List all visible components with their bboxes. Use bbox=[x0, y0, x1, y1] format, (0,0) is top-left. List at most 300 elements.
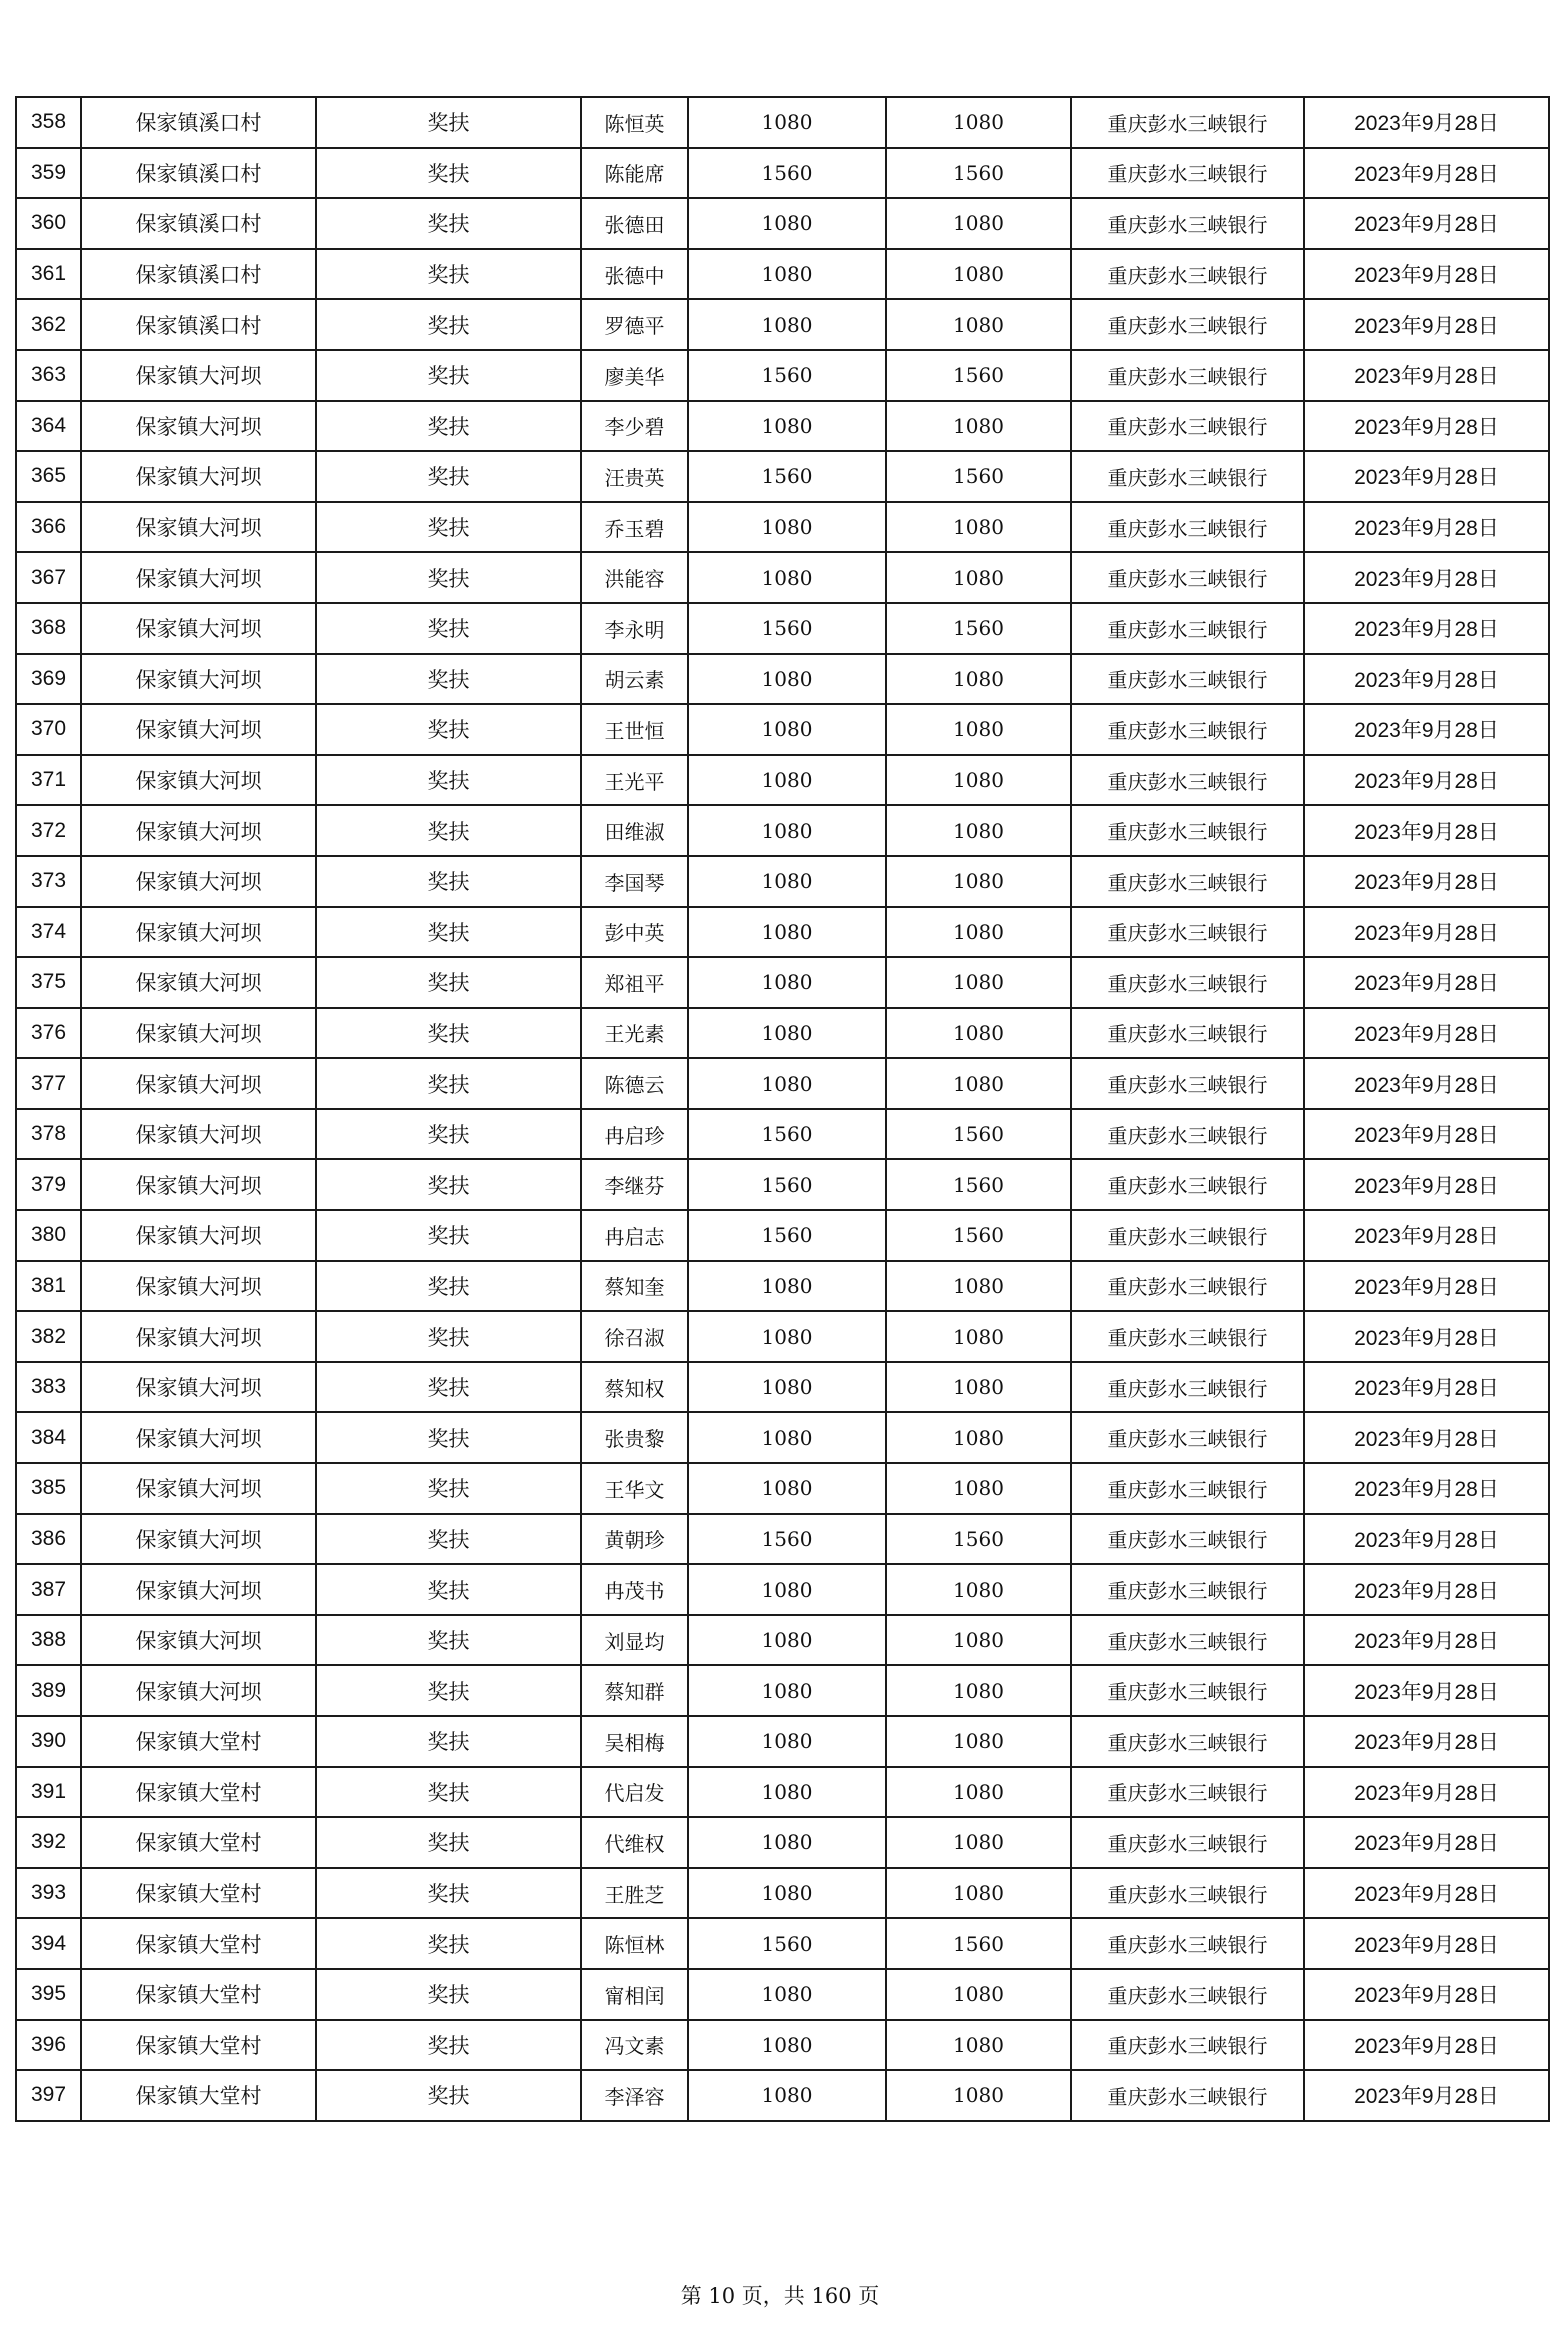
category-cell: 奖扶 bbox=[316, 2020, 581, 2071]
row-number-cell: 389 bbox=[16, 1665, 81, 1716]
bank-cell: 重庆彭水三峡银行 bbox=[1071, 1615, 1304, 1666]
bank-cell: 重庆彭水三峡银行 bbox=[1071, 957, 1304, 1008]
village-cell: 保家镇大河坝 bbox=[81, 1514, 316, 1565]
village-cell: 保家镇大河坝 bbox=[81, 451, 316, 502]
amount-cell: 1080 bbox=[688, 1564, 886, 1615]
village-cell: 保家镇大河坝 bbox=[81, 1008, 316, 1059]
table-row bbox=[16, 1463, 1549, 1514]
date-cell: 2023年9月28日 bbox=[1304, 97, 1549, 148]
row-number-cell: 370 bbox=[16, 704, 81, 755]
date-cell: 2023年9月28日 bbox=[1304, 755, 1549, 806]
date-cell: 2023年9月28日 bbox=[1304, 1261, 1549, 1312]
paid-amount-cell: 1080 bbox=[886, 755, 1071, 806]
category-cell: 奖扶 bbox=[316, 654, 581, 705]
category-cell: 奖扶 bbox=[316, 502, 581, 553]
paid-amount-cell: 1080 bbox=[886, 1412, 1071, 1463]
category-cell: 奖扶 bbox=[316, 1615, 581, 1666]
table-row bbox=[16, 97, 1549, 148]
bank-cell: 重庆彭水三峡银行 bbox=[1071, 552, 1304, 603]
bank-cell: 重庆彭水三峡银行 bbox=[1071, 603, 1304, 654]
amount-cell: 1080 bbox=[688, 907, 886, 958]
row-number-cell: 388 bbox=[16, 1615, 81, 1666]
row-number-cell: 378 bbox=[16, 1109, 81, 1160]
amount-cell: 1080 bbox=[688, 1767, 886, 1818]
category-cell: 奖扶 bbox=[316, 552, 581, 603]
amount-cell: 1080 bbox=[688, 1817, 886, 1868]
row-number-cell: 377 bbox=[16, 1058, 81, 1109]
category-cell: 奖扶 bbox=[316, 856, 581, 907]
name-cell: 田维淑 bbox=[581, 805, 688, 856]
bank-cell: 重庆彭水三峡银行 bbox=[1071, 198, 1304, 249]
bank-cell: 重庆彭水三峡银行 bbox=[1071, 704, 1304, 755]
table-row bbox=[16, 350, 1549, 401]
bank-cell: 重庆彭水三峡银行 bbox=[1071, 1716, 1304, 1767]
row-number-cell: 386 bbox=[16, 1514, 81, 1565]
table-row bbox=[16, 1918, 1549, 1969]
name-cell: 代启发 bbox=[581, 1767, 688, 1818]
amount-cell: 1080 bbox=[688, 755, 886, 806]
amount-cell: 1080 bbox=[688, 957, 886, 1008]
amount-cell: 1080 bbox=[688, 552, 886, 603]
paid-amount-cell: 1560 bbox=[886, 350, 1071, 401]
bank-cell: 重庆彭水三峡银行 bbox=[1071, 1767, 1304, 1818]
bank-cell: 重庆彭水三峡银行 bbox=[1071, 1109, 1304, 1160]
row-number-cell: 369 bbox=[16, 654, 81, 705]
paid-amount-cell: 1080 bbox=[886, 299, 1071, 350]
village-cell: 保家镇大河坝 bbox=[81, 1261, 316, 1312]
bank-cell: 重庆彭水三峡银行 bbox=[1071, 1261, 1304, 1312]
village-cell: 保家镇大河坝 bbox=[81, 704, 316, 755]
name-cell: 陈能席 bbox=[581, 148, 688, 199]
row-number-cell: 375 bbox=[16, 957, 81, 1008]
paid-amount-cell: 1080 bbox=[886, 1868, 1071, 1919]
category-cell: 奖扶 bbox=[316, 2070, 581, 2121]
date-cell: 2023年9月28日 bbox=[1304, 299, 1549, 350]
category-cell: 奖扶 bbox=[316, 1665, 581, 1716]
category-cell: 奖扶 bbox=[316, 1514, 581, 1565]
paid-amount-cell: 1080 bbox=[886, 1058, 1071, 1109]
village-cell: 保家镇大河坝 bbox=[81, 907, 316, 958]
village-cell: 保家镇溪口村 bbox=[81, 249, 316, 300]
paid-amount-cell: 1080 bbox=[886, 2070, 1071, 2121]
table-row bbox=[16, 1261, 1549, 1312]
table-row bbox=[16, 755, 1549, 806]
table-row bbox=[16, 2020, 1549, 2071]
amount-cell: 1080 bbox=[688, 1969, 886, 2020]
date-cell: 2023年9月28日 bbox=[1304, 957, 1549, 1008]
date-cell: 2023年9月28日 bbox=[1304, 805, 1549, 856]
table-row bbox=[16, 1564, 1549, 1615]
bank-cell: 重庆彭水三峡银行 bbox=[1071, 805, 1304, 856]
amount-cell: 1080 bbox=[688, 1311, 886, 1362]
amount-cell: 1080 bbox=[688, 1615, 886, 1666]
table-row bbox=[16, 249, 1549, 300]
name-cell: 蔡知群 bbox=[581, 1665, 688, 1716]
row-number-cell: 371 bbox=[16, 755, 81, 806]
date-cell: 2023年9月28日 bbox=[1304, 856, 1549, 907]
row-number-cell: 358 bbox=[16, 97, 81, 148]
table-row bbox=[16, 1109, 1549, 1160]
name-cell: 乔玉碧 bbox=[581, 502, 688, 553]
amount-cell: 1080 bbox=[688, 2020, 886, 2071]
table-row bbox=[16, 1514, 1549, 1565]
name-cell: 王世恒 bbox=[581, 704, 688, 755]
village-cell: 保家镇大河坝 bbox=[81, 1159, 316, 1210]
date-cell: 2023年9月28日 bbox=[1304, 1918, 1549, 1969]
bank-cell: 重庆彭水三峡银行 bbox=[1071, 249, 1304, 300]
date-cell: 2023年9月28日 bbox=[1304, 1058, 1549, 1109]
village-cell: 保家镇大河坝 bbox=[81, 401, 316, 452]
bank-cell: 重庆彭水三峡银行 bbox=[1071, 1564, 1304, 1615]
amount-cell: 1080 bbox=[688, 1058, 886, 1109]
row-number-cell: 396 bbox=[16, 2020, 81, 2071]
name-cell: 冉启志 bbox=[581, 1210, 688, 1261]
bank-cell: 重庆彭水三峡银行 bbox=[1071, 1362, 1304, 1413]
row-number-cell: 397 bbox=[16, 2070, 81, 2121]
date-cell: 2023年9月28日 bbox=[1304, 603, 1549, 654]
date-cell: 2023年9月28日 bbox=[1304, 148, 1549, 199]
date-cell: 2023年9月28日 bbox=[1304, 1362, 1549, 1413]
village-cell: 保家镇溪口村 bbox=[81, 198, 316, 249]
table-row bbox=[16, 907, 1549, 958]
name-cell: 彭中英 bbox=[581, 907, 688, 958]
bank-cell: 重庆彭水三峡银行 bbox=[1071, 2070, 1304, 2121]
paid-amount-cell: 1080 bbox=[886, 97, 1071, 148]
name-cell: 李少碧 bbox=[581, 401, 688, 452]
village-cell: 保家镇大河坝 bbox=[81, 957, 316, 1008]
name-cell: 王胜芝 bbox=[581, 1868, 688, 1919]
name-cell: 王光平 bbox=[581, 755, 688, 806]
village-cell: 保家镇大河坝 bbox=[81, 552, 316, 603]
amount-cell: 1560 bbox=[688, 1918, 886, 1969]
paid-amount-cell: 1080 bbox=[886, 1463, 1071, 1514]
village-cell: 保家镇大河坝 bbox=[81, 1665, 316, 1716]
name-cell: 冉茂书 bbox=[581, 1564, 688, 1615]
amount-cell: 1080 bbox=[688, 2070, 886, 2121]
subsidy-table bbox=[15, 96, 1550, 2122]
paid-amount-cell: 1560 bbox=[886, 1514, 1071, 1565]
bank-cell: 重庆彭水三峡银行 bbox=[1071, 1463, 1304, 1514]
paid-amount-cell: 1560 bbox=[886, 451, 1071, 502]
village-cell: 保家镇溪口村 bbox=[81, 299, 316, 350]
bank-cell: 重庆彭水三峡银行 bbox=[1071, 1817, 1304, 1868]
row-number-cell: 387 bbox=[16, 1564, 81, 1615]
amount-cell: 1080 bbox=[688, 704, 886, 755]
category-cell: 奖扶 bbox=[316, 704, 581, 755]
amount-cell: 1080 bbox=[688, 401, 886, 452]
table-row bbox=[16, 1969, 1549, 2020]
category-cell: 奖扶 bbox=[316, 1159, 581, 1210]
table-row bbox=[16, 654, 1549, 705]
category-cell: 奖扶 bbox=[316, 1008, 581, 1059]
date-cell: 2023年9月28日 bbox=[1304, 1767, 1549, 1818]
table-row bbox=[16, 1210, 1549, 1261]
name-cell: 罗德平 bbox=[581, 299, 688, 350]
bank-cell: 重庆彭水三峡银行 bbox=[1071, 502, 1304, 553]
category-cell: 奖扶 bbox=[316, 1817, 581, 1868]
table-row bbox=[16, 502, 1549, 553]
name-cell: 冉启珍 bbox=[581, 1109, 688, 1160]
date-cell: 2023年9月28日 bbox=[1304, 350, 1549, 401]
date-cell: 2023年9月28日 bbox=[1304, 198, 1549, 249]
village-cell: 保家镇大河坝 bbox=[81, 603, 316, 654]
paid-amount-cell: 1080 bbox=[886, 198, 1071, 249]
name-cell: 洪能容 bbox=[581, 552, 688, 603]
table-row bbox=[16, 1868, 1549, 1919]
row-number-cell: 367 bbox=[16, 552, 81, 603]
category-cell: 奖扶 bbox=[316, 1969, 581, 2020]
amount-cell: 1080 bbox=[688, 97, 886, 148]
amount-cell: 1080 bbox=[688, 1868, 886, 1919]
amount-cell: 1080 bbox=[688, 1008, 886, 1059]
date-cell: 2023年9月28日 bbox=[1304, 451, 1549, 502]
category-cell: 奖扶 bbox=[316, 1362, 581, 1413]
village-cell: 保家镇大河坝 bbox=[81, 350, 316, 401]
category-cell: 奖扶 bbox=[316, 1311, 581, 1362]
name-cell: 陈恒英 bbox=[581, 97, 688, 148]
table-body bbox=[16, 97, 1549, 2121]
paid-amount-cell: 1080 bbox=[886, 1564, 1071, 1615]
amount-cell: 1560 bbox=[688, 603, 886, 654]
bank-cell: 重庆彭水三峡银行 bbox=[1071, 451, 1304, 502]
category-cell: 奖扶 bbox=[316, 1564, 581, 1615]
table-row bbox=[16, 603, 1549, 654]
paid-amount-cell: 1080 bbox=[886, 1665, 1071, 1716]
category-cell: 奖扶 bbox=[316, 1109, 581, 1160]
village-cell: 保家镇大堂村 bbox=[81, 1969, 316, 2020]
name-cell: 廖美华 bbox=[581, 350, 688, 401]
table-row bbox=[16, 704, 1549, 755]
amount-cell: 1080 bbox=[688, 299, 886, 350]
bank-cell: 重庆彭水三峡银行 bbox=[1071, 907, 1304, 958]
category-cell: 奖扶 bbox=[316, 1716, 581, 1767]
village-cell: 保家镇大河坝 bbox=[81, 502, 316, 553]
category-cell: 奖扶 bbox=[316, 1412, 581, 1463]
row-number-cell: 392 bbox=[16, 1817, 81, 1868]
row-number-cell: 391 bbox=[16, 1767, 81, 1818]
amount-cell: 1080 bbox=[688, 1261, 886, 1312]
paid-amount-cell: 1560 bbox=[886, 1159, 1071, 1210]
bank-cell: 重庆彭水三峡银行 bbox=[1071, 1868, 1304, 1919]
name-cell: 冯文素 bbox=[581, 2020, 688, 2071]
village-cell: 保家镇大堂村 bbox=[81, 1868, 316, 1919]
name-cell: 蔡知奎 bbox=[581, 1261, 688, 1312]
name-cell: 李泽容 bbox=[581, 2070, 688, 2121]
paid-amount-cell: 1080 bbox=[886, 1261, 1071, 1312]
bank-cell: 重庆彭水三峡银行 bbox=[1071, 1311, 1304, 1362]
category-cell: 奖扶 bbox=[316, 1868, 581, 1919]
date-cell: 2023年9月28日 bbox=[1304, 2020, 1549, 2071]
category-cell: 奖扶 bbox=[316, 401, 581, 452]
bank-cell: 重庆彭水三峡银行 bbox=[1071, 401, 1304, 452]
paid-amount-cell: 1080 bbox=[886, 1767, 1071, 1818]
bank-cell: 重庆彭水三峡银行 bbox=[1071, 1058, 1304, 1109]
amount-cell: 1080 bbox=[688, 249, 886, 300]
village-cell: 保家镇大河坝 bbox=[81, 805, 316, 856]
bank-cell: 重庆彭水三峡银行 bbox=[1071, 856, 1304, 907]
table-row bbox=[16, 1767, 1549, 1818]
bank-cell: 重庆彭水三峡银行 bbox=[1071, 2020, 1304, 2071]
village-cell: 保家镇大河坝 bbox=[81, 1412, 316, 1463]
table-row bbox=[16, 552, 1549, 603]
amount-cell: 1560 bbox=[688, 1159, 886, 1210]
name-cell: 张贵黎 bbox=[581, 1412, 688, 1463]
name-cell: 胡云素 bbox=[581, 654, 688, 705]
village-cell: 保家镇大河坝 bbox=[81, 755, 316, 806]
date-cell: 2023年9月28日 bbox=[1304, 1463, 1549, 1514]
bank-cell: 重庆彭水三峡银行 bbox=[1071, 1665, 1304, 1716]
amount-cell: 1560 bbox=[688, 1210, 886, 1261]
village-cell: 保家镇大河坝 bbox=[81, 1615, 316, 1666]
village-cell: 保家镇大河坝 bbox=[81, 1058, 316, 1109]
category-cell: 奖扶 bbox=[316, 957, 581, 1008]
paid-amount-cell: 1560 bbox=[886, 1210, 1071, 1261]
paid-amount-cell: 1080 bbox=[886, 654, 1071, 705]
paid-amount-cell: 1560 bbox=[886, 603, 1071, 654]
village-cell: 保家镇大堂村 bbox=[81, 2020, 316, 2071]
category-cell: 奖扶 bbox=[316, 451, 581, 502]
date-cell: 2023年9月28日 bbox=[1304, 1665, 1549, 1716]
village-cell: 保家镇大河坝 bbox=[81, 1210, 316, 1261]
bank-cell: 重庆彭水三峡银行 bbox=[1071, 1918, 1304, 1969]
table-row bbox=[16, 1159, 1549, 1210]
table-row bbox=[16, 148, 1549, 199]
paid-amount-cell: 1080 bbox=[886, 1969, 1071, 2020]
village-cell: 保家镇溪口村 bbox=[81, 148, 316, 199]
category-cell: 奖扶 bbox=[316, 299, 581, 350]
paid-amount-cell: 1560 bbox=[886, 148, 1071, 199]
table-row bbox=[16, 1716, 1549, 1767]
table-row bbox=[16, 1058, 1549, 1109]
category-cell: 奖扶 bbox=[316, 350, 581, 401]
row-number-cell: 363 bbox=[16, 350, 81, 401]
category-cell: 奖扶 bbox=[316, 198, 581, 249]
paid-amount-cell: 1080 bbox=[886, 1311, 1071, 1362]
row-number-cell: 360 bbox=[16, 198, 81, 249]
row-number-cell: 361 bbox=[16, 249, 81, 300]
name-cell: 张德中 bbox=[581, 249, 688, 300]
name-cell: 张德田 bbox=[581, 198, 688, 249]
date-cell: 2023年9月28日 bbox=[1304, 502, 1549, 553]
amount-cell: 1560 bbox=[688, 350, 886, 401]
paid-amount-cell: 1080 bbox=[886, 907, 1071, 958]
date-cell: 2023年9月28日 bbox=[1304, 1817, 1549, 1868]
amount-cell: 1080 bbox=[688, 198, 886, 249]
row-number-cell: 359 bbox=[16, 148, 81, 199]
paid-amount-cell: 1080 bbox=[886, 502, 1071, 553]
row-number-cell: 393 bbox=[16, 1868, 81, 1919]
village-cell: 保家镇大河坝 bbox=[81, 1109, 316, 1160]
paid-amount-cell: 1080 bbox=[886, 249, 1071, 300]
paid-amount-cell: 1080 bbox=[886, 1716, 1071, 1767]
table-row bbox=[16, 805, 1549, 856]
village-cell: 保家镇大河坝 bbox=[81, 1463, 316, 1514]
row-number-cell: 364 bbox=[16, 401, 81, 452]
row-number-cell: 379 bbox=[16, 1159, 81, 1210]
category-cell: 奖扶 bbox=[316, 148, 581, 199]
row-number-cell: 390 bbox=[16, 1716, 81, 1767]
bank-cell: 重庆彭水三峡银行 bbox=[1071, 755, 1304, 806]
name-cell: 李继芬 bbox=[581, 1159, 688, 1210]
bank-cell: 重庆彭水三峡银行 bbox=[1071, 1969, 1304, 2020]
name-cell: 徐召淑 bbox=[581, 1311, 688, 1362]
table-row bbox=[16, 401, 1549, 452]
row-number-cell: 374 bbox=[16, 907, 81, 958]
page-footer: 第 10 页，共 160 页 bbox=[680, 2284, 880, 2308]
date-cell: 2023年9月28日 bbox=[1304, 401, 1549, 452]
table-row bbox=[16, 1311, 1549, 1362]
category-cell: 奖扶 bbox=[316, 603, 581, 654]
row-number-cell: 362 bbox=[16, 299, 81, 350]
date-cell: 2023年9月28日 bbox=[1304, 1210, 1549, 1261]
name-cell: 王华文 bbox=[581, 1463, 688, 1514]
row-number-cell: 385 bbox=[16, 1463, 81, 1514]
category-cell: 奖扶 bbox=[316, 1767, 581, 1818]
row-number-cell: 368 bbox=[16, 603, 81, 654]
row-number-cell: 381 bbox=[16, 1261, 81, 1312]
bank-cell: 重庆彭水三峡银行 bbox=[1071, 299, 1304, 350]
row-number-cell: 373 bbox=[16, 856, 81, 907]
village-cell: 保家镇大河坝 bbox=[81, 1564, 316, 1615]
paid-amount-cell: 1080 bbox=[886, 1817, 1071, 1868]
category-cell: 奖扶 bbox=[316, 249, 581, 300]
table-row bbox=[16, 2070, 1549, 2121]
name-cell: 甯相闰 bbox=[581, 1969, 688, 2020]
table-row bbox=[16, 1412, 1549, 1463]
row-number-cell: 395 bbox=[16, 1969, 81, 2020]
name-cell: 代维权 bbox=[581, 1817, 688, 1868]
date-cell: 2023年9月28日 bbox=[1304, 1514, 1549, 1565]
bank-cell: 重庆彭水三峡银行 bbox=[1071, 1159, 1304, 1210]
table-row bbox=[16, 1817, 1549, 1868]
date-cell: 2023年9月28日 bbox=[1304, 654, 1549, 705]
row-number-cell: 384 bbox=[16, 1412, 81, 1463]
table-row bbox=[16, 451, 1549, 502]
amount-cell: 1560 bbox=[688, 1109, 886, 1160]
name-cell: 李永明 bbox=[581, 603, 688, 654]
row-number-cell: 365 bbox=[16, 451, 81, 502]
name-cell: 李国琴 bbox=[581, 856, 688, 907]
bank-cell: 重庆彭水三峡银行 bbox=[1071, 654, 1304, 705]
category-cell: 奖扶 bbox=[316, 97, 581, 148]
amount-cell: 1080 bbox=[688, 1716, 886, 1767]
category-cell: 奖扶 bbox=[316, 805, 581, 856]
village-cell: 保家镇大堂村 bbox=[81, 2070, 316, 2121]
row-number-cell: 376 bbox=[16, 1008, 81, 1059]
category-cell: 奖扶 bbox=[316, 907, 581, 958]
category-cell: 奖扶 bbox=[316, 1463, 581, 1514]
paid-amount-cell: 1080 bbox=[886, 552, 1071, 603]
table-row bbox=[16, 1665, 1549, 1716]
row-number-cell: 382 bbox=[16, 1311, 81, 1362]
bank-cell: 重庆彭水三峡银行 bbox=[1071, 148, 1304, 199]
village-cell: 保家镇大堂村 bbox=[81, 1817, 316, 1868]
name-cell: 吴相梅 bbox=[581, 1716, 688, 1767]
bank-cell: 重庆彭水三峡银行 bbox=[1071, 97, 1304, 148]
table-row bbox=[16, 856, 1549, 907]
amount-cell: 1080 bbox=[688, 856, 886, 907]
category-cell: 奖扶 bbox=[316, 755, 581, 806]
date-cell: 2023年9月28日 bbox=[1304, 249, 1549, 300]
village-cell: 保家镇大堂村 bbox=[81, 1716, 316, 1767]
bank-cell: 重庆彭水三峡银行 bbox=[1071, 1514, 1304, 1565]
category-cell: 奖扶 bbox=[316, 1261, 581, 1312]
amount-cell: 1080 bbox=[688, 1362, 886, 1413]
village-cell: 保家镇大堂村 bbox=[81, 1918, 316, 1969]
name-cell: 郑祖平 bbox=[581, 957, 688, 1008]
date-cell: 2023年9月28日 bbox=[1304, 1969, 1549, 2020]
paid-amount-cell: 1080 bbox=[886, 1362, 1071, 1413]
